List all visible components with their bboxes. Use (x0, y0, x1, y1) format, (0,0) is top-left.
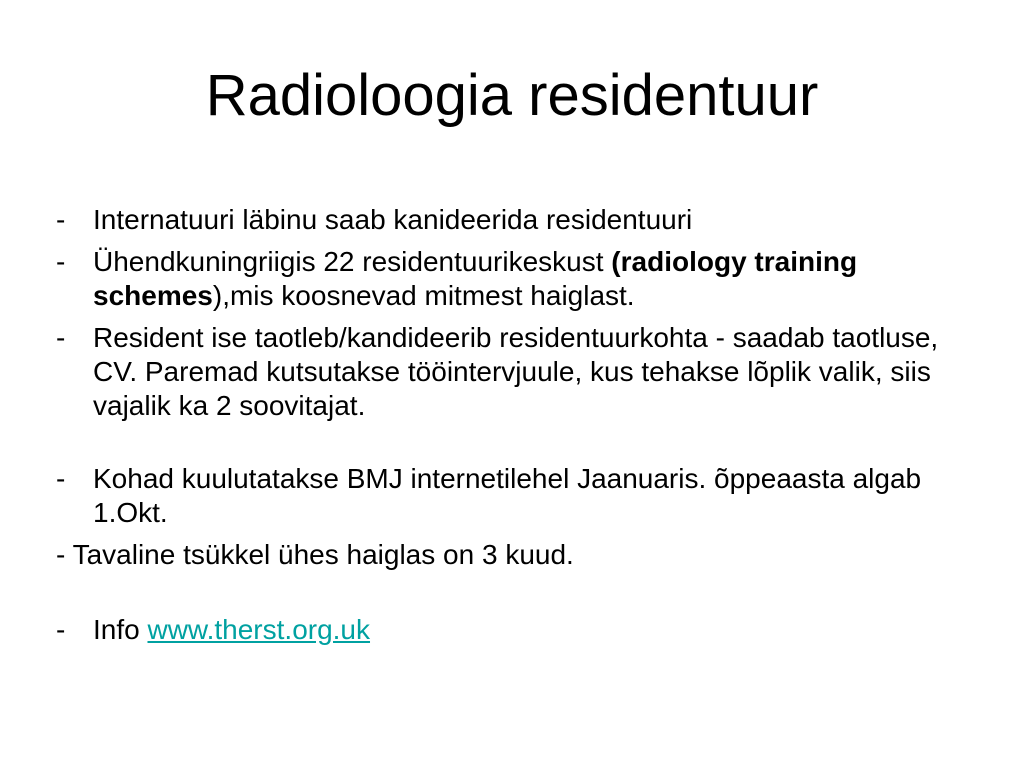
slide-title: Radioloogia residentuur (205, 63, 819, 128)
item-text: Kohad kuulutatakse BMJ internetilehel Jaanuaris. õppeaasta algab 1.Okt. (93, 463, 922, 528)
item-text-after: ),mis koosnevad mitmest haiglast. (212, 280, 635, 311)
bullet-list (56, 203, 976, 655)
bullet-dash: - (56, 463, 66, 494)
bullet-dash: - (56, 322, 66, 353)
bullet-dash: - (56, 614, 66, 645)
item-text: Resident ise taotleb/kandideerib residentuurkohta - saadab taotluse, CV. Paremad kutsutakse tööintervjuule, kus tehakse lõplik valik, siis vajalik ka 2 soovitajat. (93, 322, 939, 421)
list-item (56, 462, 976, 530)
list-item-plain (56, 538, 976, 572)
info-link[interactable]: www.therst.org.uk (147, 614, 371, 645)
item-text: Info (93, 614, 148, 645)
item-text: Ühendkuningriigis 22 residentuurikeskust (93, 246, 612, 277)
list-item (56, 613, 976, 647)
list-item (56, 203, 976, 237)
item-bold-text: (radiology training schemes (93, 246, 858, 311)
list-item (56, 245, 976, 313)
item-text: Internatuuri läbinu saab kanideerida residentuuri (93, 204, 693, 235)
item-text: - Tavaline tsükkel ühes haiglas on 3 kuud. (56, 539, 574, 570)
bullet-dash: - (56, 246, 66, 277)
bullet-dash: - (56, 204, 66, 235)
list-item (56, 321, 976, 423)
